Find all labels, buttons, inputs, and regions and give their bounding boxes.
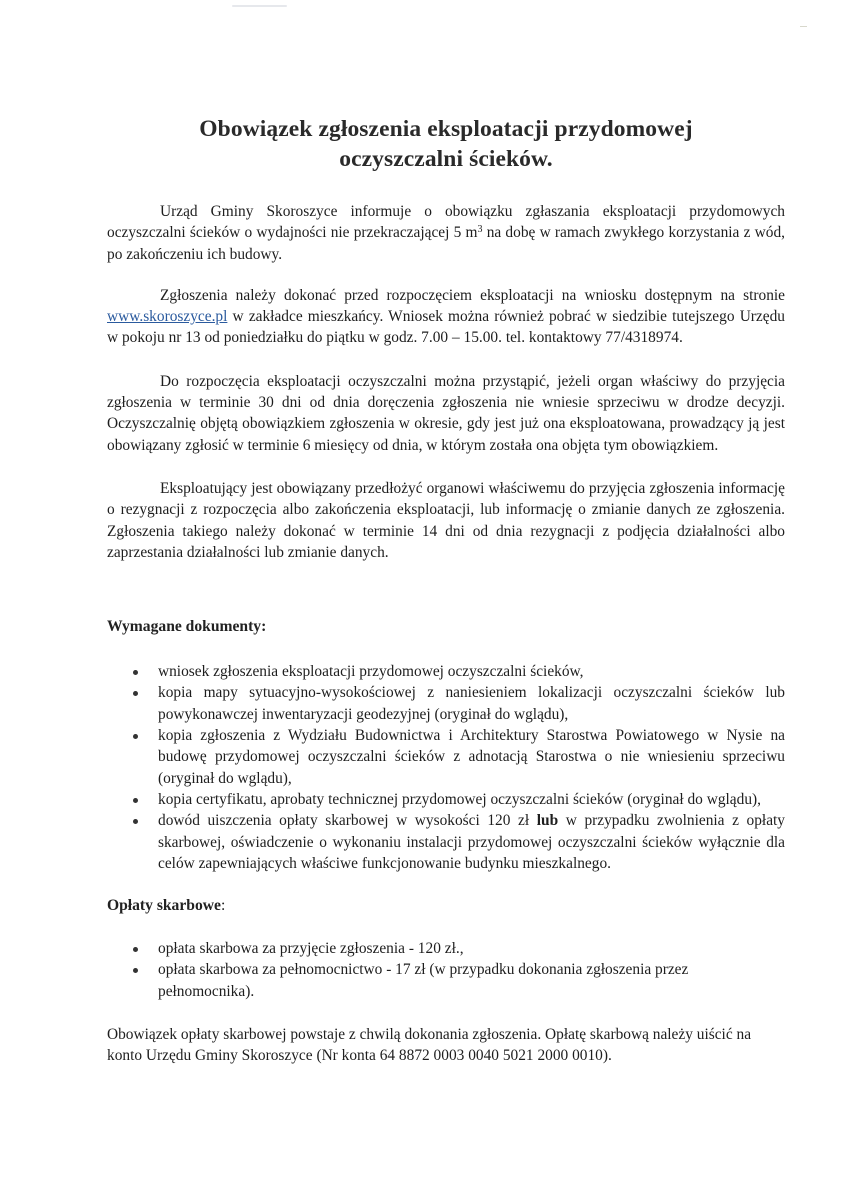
list-item bbox=[107, 938, 785, 959]
bullet-icon bbox=[133, 670, 138, 675]
bold-text: lub bbox=[536, 812, 559, 830]
bullet-icon bbox=[133, 968, 138, 973]
scan-artifact bbox=[232, 5, 287, 7]
paragraph-text: Urząd Gminy Skoroszyce informuje o obowiązku zgłaszania eksploatacji przydomowych oczyszczalni ścieków o wydajności nie przekraczającej 5 m bbox=[107, 203, 785, 242]
superscript: 3 bbox=[477, 224, 483, 236]
closing-paragraph: Obowiązek opłaty skarbowej powstaje z chwilą dokonania zgłoszenia. Opłatę skarbową należy uiścić na konto Urzędu Gminy Skoroszyce (Nr konta 64 8872 0003 0040 5021 2000 0010). bbox=[107, 1026, 752, 1065]
paragraph-resignation: Eksploatujący jest obowiązany przedłożyć organowi właściwemu do przyjęcia zgłoszenia informację o rezygnacji z rozpoczęcia albo zakończenia eksploatacji, lub informację o zmianie danych ze zgłoszenia. Zgłoszenia takiego należy dokonać w terminie 14 dni od dnia rezygnacji z podjęcia działalności albo zaprzestania działalności lub zmianie danych. bbox=[107, 479, 785, 561]
list-item bbox=[107, 725, 785, 789]
paragraph-text: Zgłoszenia należy dokonać przed rozpoczęciem eksploatacji na wniosku dostępnym na stronie bbox=[160, 286, 785, 304]
document-title bbox=[107, 114, 785, 174]
bullet-icon bbox=[133, 798, 138, 803]
list-item bbox=[107, 661, 785, 682]
list-item bbox=[107, 810, 785, 874]
list-item bbox=[107, 789, 785, 810]
list-item bbox=[107, 959, 785, 1002]
list-item-text: w przypadku zwolnienia z opłaty skarbowej, oświadczenie o wykonaniu instalacji przydomowej oczyszczalni ścieków wyłącznie dla celów zapewniających właściwe funkcjonowanie budynku mieszkalnego. bbox=[158, 812, 785, 872]
list-item-text: opłata skarbowa za pełnomocnictwo - 17 zł (w przypadku dokonania zgłoszenia przez pełnomocnika). bbox=[158, 961, 689, 1000]
list-item-text: kopia certyfikatu, aprobaty technicznej przydomowej oczyszczalni ścieków (oryginał do wglądu), bbox=[158, 790, 762, 808]
list-item-text: opłata skarbowa za przyjęcie zgłoszenia - 120 zł., bbox=[158, 940, 464, 958]
fees-list bbox=[107, 938, 785, 1002]
required-documents-heading: Wymagane dokumenty: bbox=[107, 618, 267, 636]
fees-heading-colon: : bbox=[220, 897, 226, 915]
document-page bbox=[107, 114, 785, 1067]
website-link[interactable]: www.skoroszyce.pl bbox=[107, 308, 228, 326]
title-line-1: Obowiązek zgłoszenia eksploatacji przydomowej bbox=[199, 116, 693, 142]
title-line-2: oczyszczalni ścieków. bbox=[339, 146, 553, 172]
paragraph-start-operation: Do rozpoczęcia eksploatacji oczyszczalni można przystąpić, jeżeli organ właściwy do przyjęcia zgłoszenia w terminie 30 dni od dnia doręczenia zgłoszenia nie wniesie sprzeciwu w drodze decyzji. Oczyszczalnię objętą obowiązkiem zgłoszenia w okresie, gdy jest już ona eksploatowana, prowadzący ją jest obowiązany zgłosić w terminie 6 miesięcy od dnia, w którym została ona objęta tym obowiązkiem. bbox=[107, 372, 785, 454]
paragraph-intro bbox=[107, 201, 785, 265]
bullet-icon bbox=[133, 819, 138, 824]
fees-heading bbox=[107, 895, 785, 916]
paragraph-text: na dobę w ramach zwykłego korzystania z wód, po zakończeniu ich budowy. bbox=[107, 224, 785, 263]
scan-artifact bbox=[800, 26, 807, 27]
bullet-icon bbox=[133, 734, 138, 739]
list-item-text: kopia zgłoszenia z Wydziału Budownictwa i Architektury Starostwa Powiatowego w Nysie na budowę przydomowej oczyszczalni ścieków z adnotacją Starostwa o nie wniesieniu sprzeciwu (oryginał do wglądu), bbox=[158, 727, 785, 787]
fees-heading-text: Opłaty skarbowe bbox=[107, 897, 221, 915]
paragraph-text: w zakładce mieszkańcy. Wniosek można również pobrać w siedzibie tutejszego Urzędu w pokoju nr 13 od poniedziałku do piątku w godz. 7.00 – 15.00. tel. kontaktowy 77/4318974. bbox=[107, 308, 785, 347]
paragraph-submission bbox=[107, 285, 785, 349]
bullet-icon bbox=[133, 691, 138, 696]
bullet-icon bbox=[133, 947, 138, 952]
list-item-text: wniosek zgłoszenia eksploatacji przydomowej oczyszczalni ścieków, bbox=[158, 663, 584, 681]
list-item-text: kopia mapy sytuacyjno-wysokościowej z naniesieniem lokalizacji oczyszczalni ścieków lub powykonawczej inwentaryzacji geodezyjnej (oryginał do wglądu), bbox=[158, 684, 785, 723]
list-item bbox=[107, 682, 785, 725]
list-item-text: dowód uiszczenia opłaty skarbowej w wysokości 120 zł bbox=[158, 812, 537, 830]
required-documents-list bbox=[107, 661, 785, 874]
